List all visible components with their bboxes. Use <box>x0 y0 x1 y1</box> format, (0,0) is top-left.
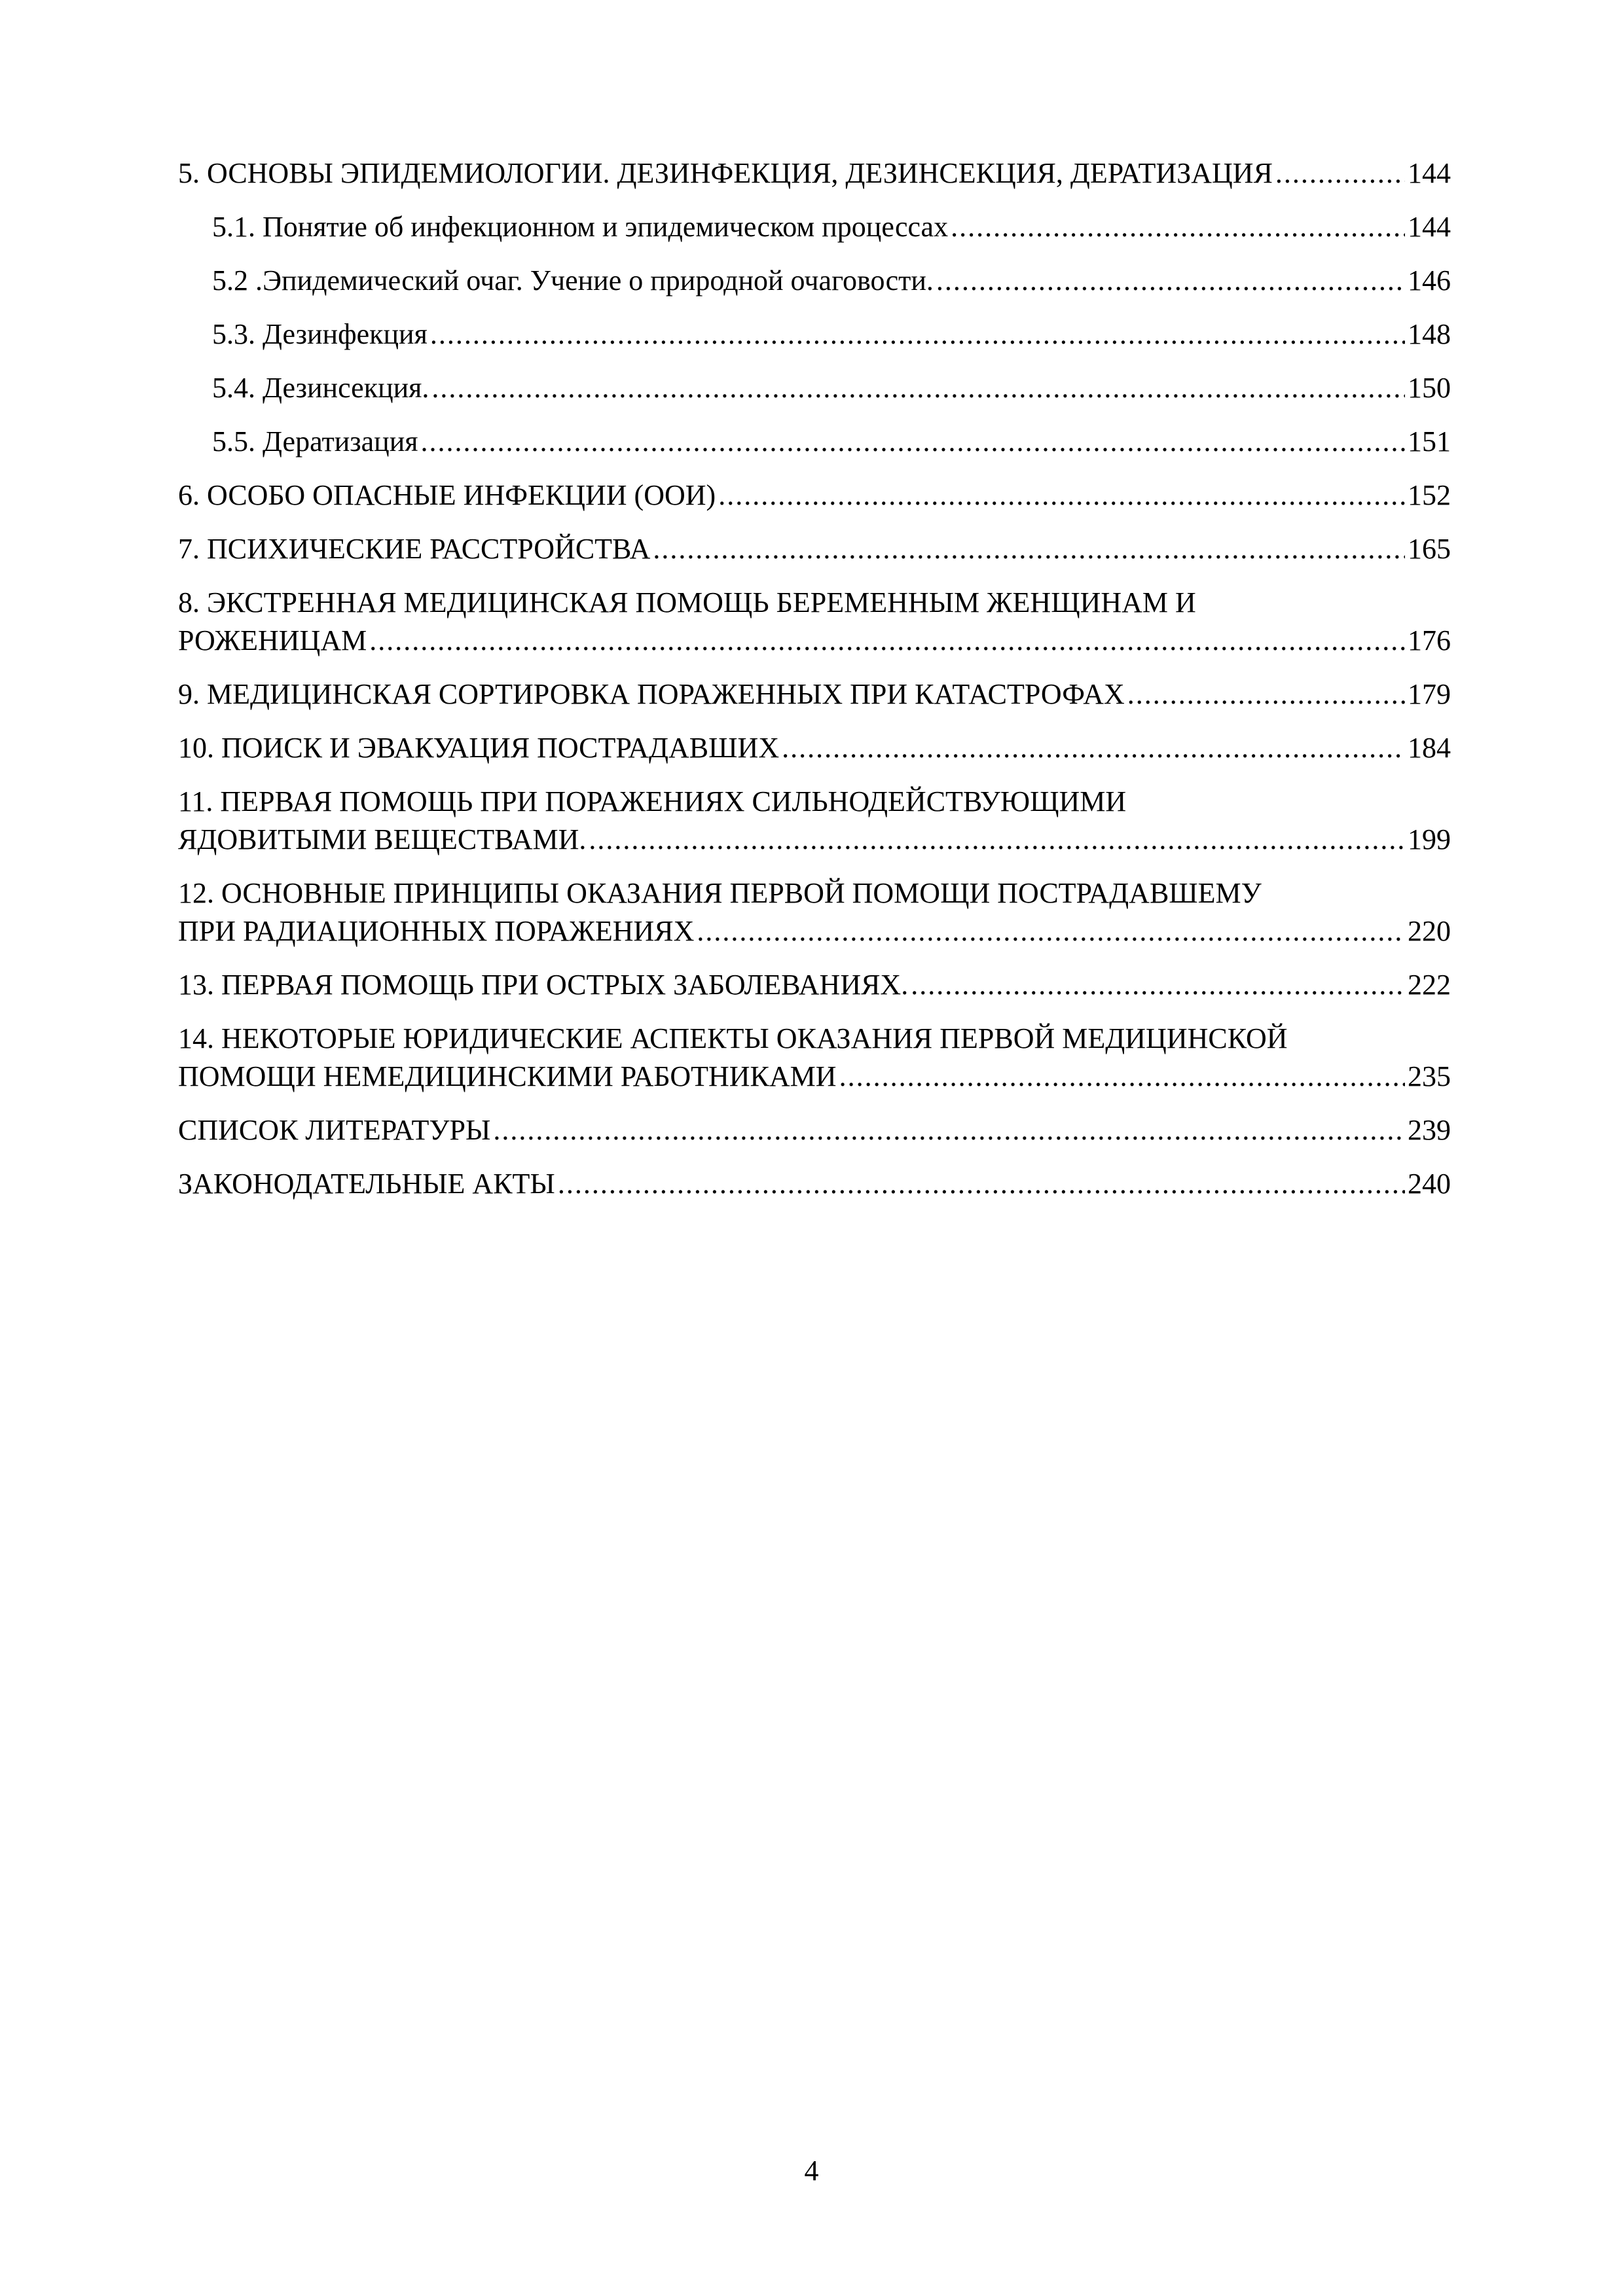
toc-entry-title: РОЖЕНИЦАМ <box>178 624 367 656</box>
toc-subentry <box>212 423 1451 461</box>
toc-entry-title: ПОМОЩИ НЕМЕДИЦИНСКИМИ РАБОТНИКАМИ <box>178 1060 837 1092</box>
toc-entry-line <box>178 1111 1451 1149</box>
toc-entry <box>178 476 1451 514</box>
dot-leader <box>936 262 1405 300</box>
toc-entry <box>178 1165 1451 1203</box>
toc-entry-page: 144 <box>1408 157 1451 189</box>
toc-entry <box>178 675 1451 713</box>
toc-entry-page: 152 <box>1408 479 1451 511</box>
dot-leader <box>421 423 1406 461</box>
toc-entry-page: 144 <box>1408 211 1451 243</box>
toc-entry-page: 199 <box>1408 823 1451 855</box>
toc-entry-page: 150 <box>1408 372 1451 404</box>
dot-leader <box>911 966 1405 1004</box>
toc-entry-line <box>212 369 1451 407</box>
toc-subentry <box>212 369 1451 407</box>
toc-entry-title: СПИСОК ЛИТЕРАТУРЫ <box>178 1114 491 1146</box>
toc-entry-page: 220 <box>1408 915 1451 947</box>
toc-entry-title: 13. ПЕРВАЯ ПОМОЩЬ ПРИ ОСТРЫХ ЗАБОЛЕВАНИЯХ. <box>178 969 909 1001</box>
toc-entry-title-line1: 11. ПЕРВАЯ ПОМОЩЬ ПРИ ПОРАЖЕНИЯХ СИЛЬНОДЕЙСТВУЮЩИМИ <box>178 785 1127 817</box>
dot-leader <box>1127 675 1405 713</box>
toc-entry-line <box>178 729 1451 767</box>
toc-entry <box>178 1020 1451 1096</box>
dot-leader <box>951 208 1405 246</box>
toc-entry-line <box>178 912 1451 950</box>
toc-entry <box>178 966 1451 1004</box>
toc-entry-line <box>178 966 1451 1004</box>
dot-leader <box>782 729 1405 767</box>
dot-leader <box>839 1058 1405 1096</box>
toc-entry-line <box>212 262 1451 300</box>
toc-entry-page: 146 <box>1408 264 1451 296</box>
toc-entry-line <box>212 423 1451 461</box>
toc-entry <box>178 874 1451 950</box>
toc-entry <box>178 154 1451 192</box>
toc-entry-line <box>212 315 1451 353</box>
dot-leader <box>493 1111 1405 1149</box>
dot-leader <box>369 622 1405 660</box>
toc-entry-page: 184 <box>1408 732 1451 764</box>
toc-entry-title: ЯДОВИТЫМИ ВЕЩЕСТВАМИ. <box>178 823 587 855</box>
toc-entry-title: 5. ОСНОВЫ ЭПИДЕМИОЛОГИИ. ДЕЗИНФЕКЦИЯ, ДЕЗИНСЕКЦИЯ, ДЕРАТИЗАЦИЯ <box>178 157 1273 189</box>
toc-entry-title: 5.2 .Эпидемический очаг. Учение о природной очаговости. <box>212 264 934 296</box>
toc-entry-title: 9. МЕДИЦИНСКАЯ СОРТИРОВКА ПОРАЖЕННЫХ ПРИ КАТАСТРОФАХ <box>178 678 1125 710</box>
toc-entry-page: 179 <box>1408 678 1451 710</box>
toc-entry-line <box>178 675 1451 713</box>
toc-entry-title: 6. ОСОБО ОПАСНЫЕ ИНФЕКЦИИ (ООИ) <box>178 479 716 511</box>
dot-leader <box>431 369 1405 407</box>
toc-entry-page: 148 <box>1408 318 1451 350</box>
dot-leader <box>558 1165 1405 1203</box>
toc-entry-page: 165 <box>1408 533 1451 565</box>
toc-entry-line <box>178 821 1451 859</box>
toc-entry-page: 235 <box>1408 1060 1451 1092</box>
dot-leader <box>653 530 1405 568</box>
toc-entry-line <box>212 208 1451 246</box>
toc-entry-line <box>178 1165 1451 1203</box>
toc-entry-page: 239 <box>1408 1114 1451 1146</box>
toc-entry-title-line1: 14. НЕКОТОРЫЕ ЮРИДИЧЕСКИЕ АСПЕКТЫ ОКАЗАНИЯ ПЕРВОЙ МЕДИЦИНСКОЙ <box>178 1022 1288 1054</box>
dot-leader <box>430 315 1405 353</box>
toc-entry <box>178 1111 1451 1149</box>
toc-entry-title: 7. ПСИХИЧЕСКИЕ РАССТРОЙСТВА <box>178 533 651 565</box>
toc-subentry <box>212 208 1451 246</box>
page-number: 4 <box>804 2155 819 2187</box>
toc-entry-page: 222 <box>1408 969 1451 1001</box>
toc-entry-page: 151 <box>1408 425 1451 457</box>
toc-entry-page: 240 <box>1408 1168 1451 1200</box>
toc-entry-title: ЗАКОНОДАТЕЛЬНЫЕ АКТЫ <box>178 1168 555 1200</box>
toc-entry <box>178 530 1451 568</box>
toc-entry-title: 5.4. Дезинсекция. <box>212 372 429 404</box>
toc-entry-title-line1: 8. ЭКСТРЕННАЯ МЕДИЦИНСКАЯ ПОМОЩЬ БЕРЕМЕННЫМ ЖЕНЩИНАМ И <box>178 586 1196 619</box>
toc-entry-title-line1: 12. ОСНОВНЫЕ ПРИНЦИПЫ ОКАЗАНИЯ ПЕРВОЙ ПОМОЩИ ПОСТРАДАВШЕМУ <box>178 877 1262 909</box>
toc-entry-title: ПРИ РАДИАЦИОННЫХ ПОРАЖЕНИЯХ <box>178 915 695 947</box>
toc-entry-title: 5.3. Дезинфекция <box>212 318 428 350</box>
toc-entry-title: 5.1. Понятие об инфекционном и эпидемическом процессах <box>212 211 949 243</box>
toc-subentry <box>212 315 1451 353</box>
toc-entry <box>178 584 1451 660</box>
toc-entry-line <box>178 476 1451 514</box>
toc-entry <box>178 729 1451 767</box>
toc-entry-title: 10. ПОИСК И ЭВАКУАЦИЯ ПОСТРАДАВШИХ <box>178 732 780 764</box>
dot-leader <box>1275 154 1405 192</box>
toc-entry-line <box>178 530 1451 568</box>
table-of-contents <box>178 154 1451 1219</box>
toc-entry-line <box>178 1058 1451 1096</box>
toc-subentry <box>212 262 1451 300</box>
dot-leader <box>697 912 1405 950</box>
dot-leader <box>589 821 1405 859</box>
toc-entry-line <box>178 154 1451 192</box>
toc-entry-line <box>178 622 1451 660</box>
toc-entry <box>178 783 1451 859</box>
dot-leader <box>718 476 1405 514</box>
toc-entry-page: 176 <box>1408 624 1451 656</box>
toc-entry-title: 5.5. Дератизация <box>212 425 418 457</box>
